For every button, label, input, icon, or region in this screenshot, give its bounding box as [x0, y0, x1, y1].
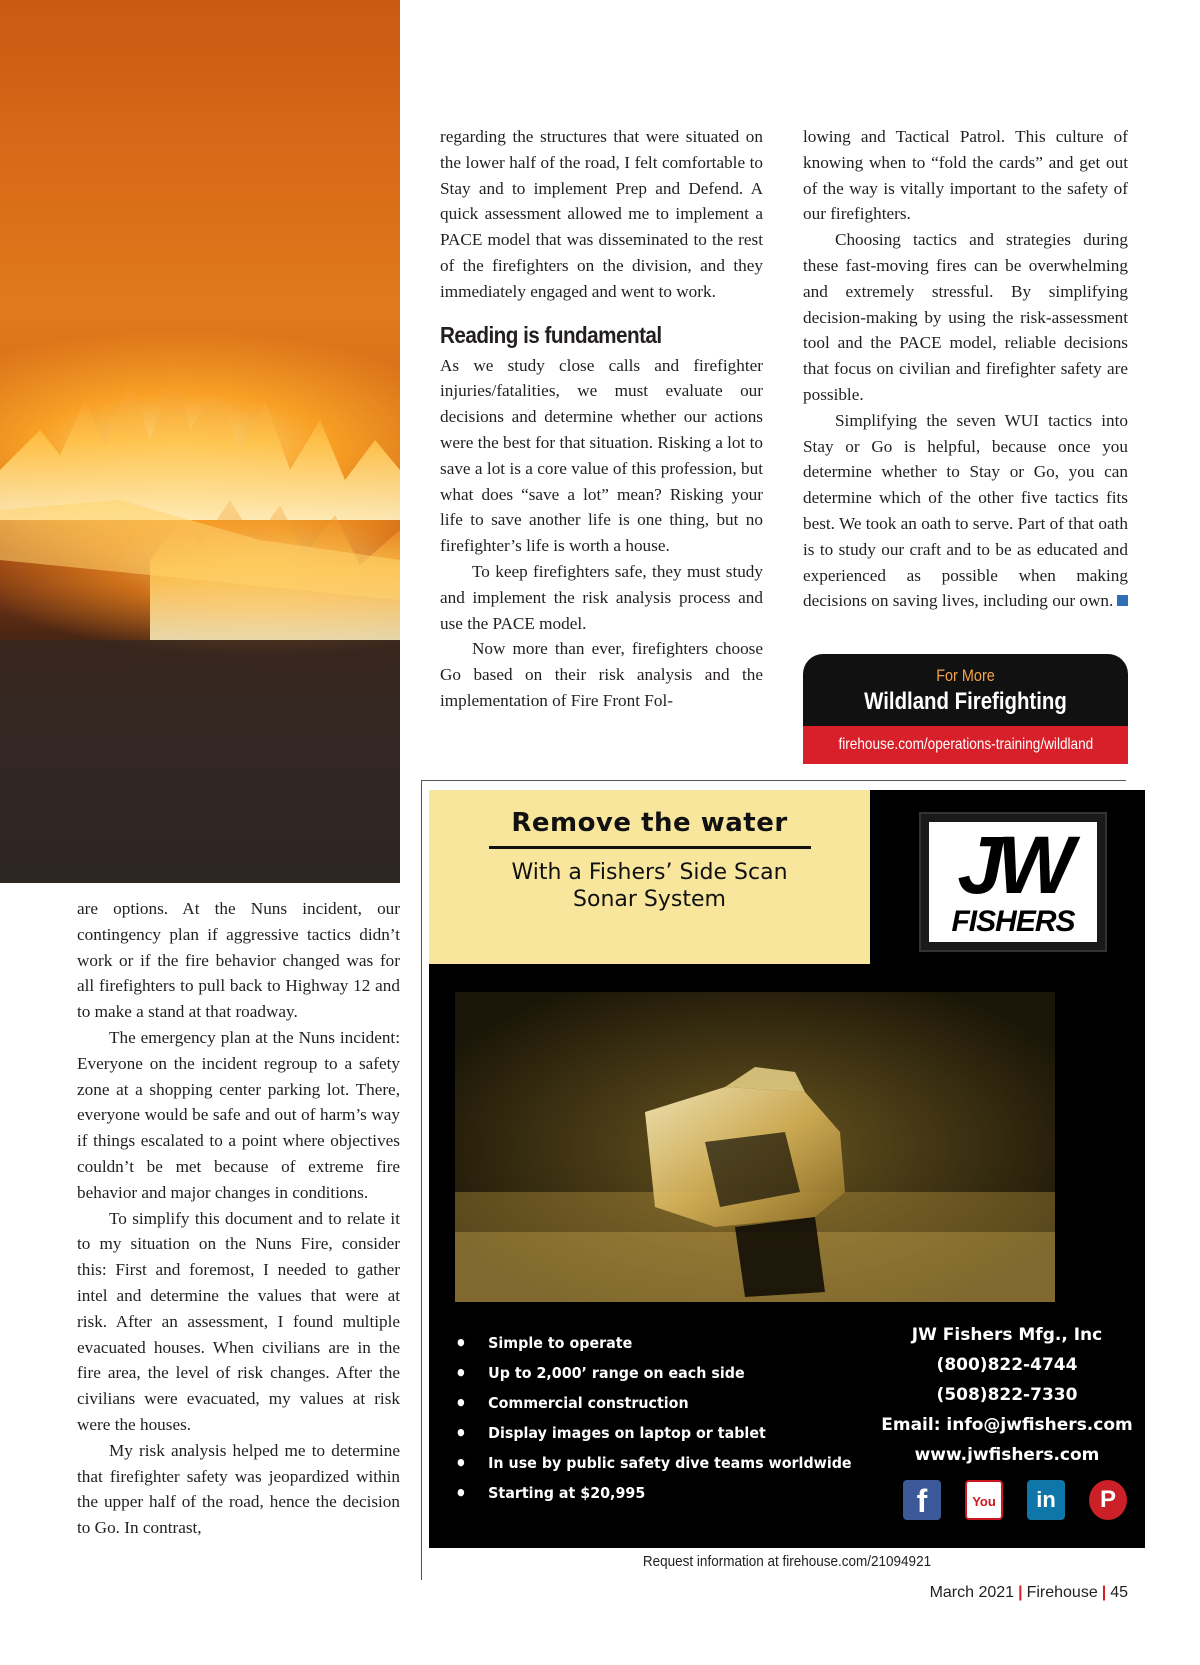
- jw-fishers-advertisement[interactable]: [429, 790, 1145, 1548]
- promo-link[interactable]: [803, 726, 1128, 764]
- folio-page-number: 45: [1110, 1584, 1128, 1601]
- ad-divider-left: [421, 780, 422, 1580]
- logo-inner: [929, 822, 1097, 942]
- ad-feature-item: • Starting at $20,995: [455, 1478, 852, 1508]
- ad-feature-item: • Display images on laptop or tablet: [455, 1418, 852, 1448]
- section-subhead: Reading is fundamental: [440, 321, 662, 348]
- folio-date: March 2021: [929, 1584, 1015, 1601]
- wildfire-photo: [0, 0, 400, 883]
- logo-jw-text: JW: [957, 820, 1069, 911]
- pinterest-icon[interactable]: P: [1089, 1480, 1127, 1520]
- ad-feature-item: • Commercial construction: [455, 1388, 852, 1418]
- youtube-icon[interactable]: You: [965, 1480, 1003, 1520]
- article-final-paragraph: [803, 408, 1128, 614]
- ad-subline-1: With a Fishers’ Side Scan: [511, 860, 788, 885]
- folio-magazine: Firehouse: [1026, 1584, 1098, 1601]
- phone-number-2[interactable]: (508)822-7330: [936, 1385, 1078, 1405]
- email-link[interactable]: Email: info@jwfishers.com: [881, 1415, 1133, 1435]
- ad-divider-top: [422, 780, 1126, 781]
- phone-number-1[interactable]: (800)822-4744: [936, 1355, 1078, 1375]
- logo-fishers-text: FISHERS: [951, 905, 1075, 938]
- jw-fishers-logo: [919, 812, 1107, 952]
- article-paragraph: To keep firefighters safe, they must study and implement the risk analysis process and use the PACE model.: [440, 561, 763, 633]
- folio-separator: |: [1018, 1584, 1023, 1601]
- ad-feature-item: • Up to 2,000’ range on each side: [455, 1358, 852, 1388]
- article-column-left: [77, 896, 400, 1541]
- page-folio: [930, 1584, 1128, 1602]
- end-of-article-mark: [1117, 595, 1128, 606]
- linkedin-icon[interactable]: in: [1027, 1480, 1065, 1520]
- article-paragraph: Now more than ever, firefighters choose Go based on their risk analysis and the implementation of Fire Front Fol-: [440, 639, 763, 710]
- article-paragraph: lowing and Tactical Patrol. This culture of knowing when to “fold the cards” and get out of the way is vitally important to the safety of our firefighters.: [803, 127, 1128, 224]
- article-paragraph: Simplifying the seven WUI tactics into Stay or Go is helpful, because once you determine whether to Stay or Go, you can determine which of the other five tactics fits best. We took an oath to serve. Part of that oath is to study our craft and to be as educated and experienced as possible when making decisions on saving lives, including our own.: [803, 410, 1128, 611]
- ad-feature-list: [455, 1328, 886, 1508]
- promo-title: Wildland Firefighting: [864, 688, 1067, 715]
- facebook-icon[interactable]: f: [903, 1480, 941, 1520]
- ad-headline-box: [429, 790, 870, 964]
- ad-feature-item: • In use by public safety dive teams worldwide: [455, 1448, 852, 1478]
- article-paragraph: regarding the structures that were situated on the lower half of the road, I felt comfortable to Stay and to implement Prep and Defend. A quick assessment allowed me to implement a PACE model that was disseminated to the rest of the firefighters on the division, and they immediately engaged and went to work.: [440, 127, 763, 301]
- article-column-right: [803, 124, 1128, 614]
- promo-for-more-label: For More: [936, 666, 995, 685]
- article-paragraph: To simplify this document and to relate it to my situation on the Nuns Fire, consider this: First and foremost, I needed to gather intel and determine the values that were at risk. After an assessment, I found multiple evacuated houses. When civilians are in the fire area, the level of risk changes. After the civilians were evacuated, my values at risk were the houses.: [77, 1208, 400, 1434]
- article-paragraph: As we study close calls and firefighter injuries/fatalities, we must evaluate our decisions and determine whether our actions were the best for that situation. Risking a lot to save a lot is a core value of this profession, but what does “save a lot” mean? Risking your life to save another life is one thing, but no firefighter’s life is worth a house.: [440, 355, 763, 556]
- company-name: JW Fishers Mfg., Inc: [911, 1325, 1103, 1345]
- ad-subline-2: Sonar System: [573, 887, 726, 912]
- ad-feature-item: • Simple to operate: [455, 1328, 852, 1358]
- article-paragraph: are options. At the Nuns incident, our contingency plan if aggressive tactics didn’t work or if the fire behavior changed was for all firefighters to pull back to Highway 12 and to make a stand at that roadway.: [77, 899, 400, 1022]
- ad-headline: Remove the water: [511, 808, 788, 838]
- article-paragraph: The emergency plan at the Nuns incident: Everyone on the incident regroup to a safety zone at a shopping center parking lot. There, everyone would be safe and out of harm’s way if things escalated to a point where objectives couldn’t be met because of extreme fire behavior and major changes in conditions.: [77, 1027, 400, 1202]
- ad-contact-block: [869, 1320, 1145, 1470]
- article-paragraph: My risk analysis helped me to determine that firefighter safety was jeopardized within the upper half of the road, hence the decision to Go. In contrast,: [77, 1440, 400, 1538]
- article-column-middle: [440, 124, 763, 714]
- sonar-image: [455, 992, 1055, 1302]
- promo-link-text: firehouse.com/operations-training/wildland: [838, 736, 1093, 753]
- ad-headline-rule: [489, 846, 811, 849]
- social-icons: [903, 1480, 1133, 1524]
- website-link[interactable]: www.jwfishers.com: [914, 1445, 1100, 1465]
- for-more-promo[interactable]: [803, 654, 1128, 764]
- folio-separator: |: [1101, 1584, 1107, 1601]
- article-paragraph: Choosing tactics and strategies during these fast-moving fires can be overwhelming and extremely stressful. By simplifying decision-making by using the risk-assessment tool and the PACE model, reliable decisions that focus on civilian and firefighter safety are possible.: [803, 230, 1128, 404]
- request-information-line[interactable]: Request information at firehouse.com/21094921: [642, 1553, 932, 1570]
